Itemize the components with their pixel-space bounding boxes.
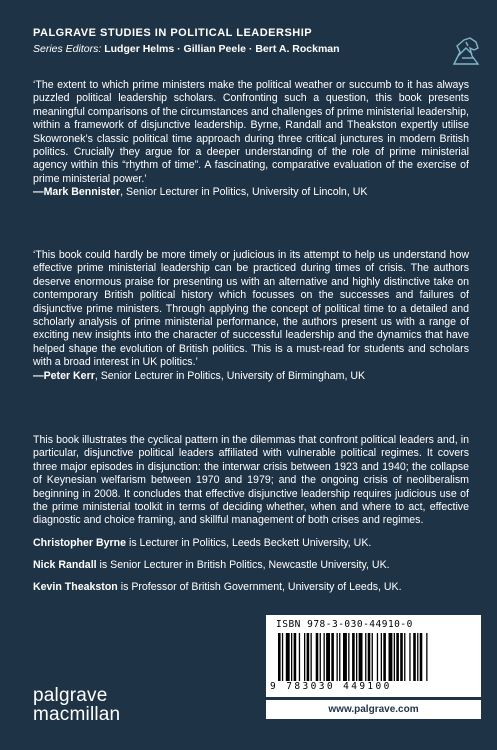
- barcode-bar: [417, 633, 418, 681]
- quote-text: ‘This book could hardly be more timely or judicious in its attempt to help us understand how effective prime ministerial leadership can be practiced during times of crisis. The authors deserve enormous praise for presenting us with an alternative and highly distinctive take on contemporary British political history which focusses on the successes and failures of disjunctive prime ministers. Through applying the concept of political time to a detailed and scholarly analysis of prime ministerial performance, the authors present us with a range of exciting new insights into the character of successful leadership and the dynamics that have helped shape the evolution of British politics. This is a must-read for students and scholars with a broad interest in UK politics.’: [33, 249, 469, 369]
- barcode-icon: [274, 633, 473, 681]
- quote-author: —Peter Kerr: [33, 369, 95, 382]
- barcode-bar: [320, 633, 321, 681]
- barcode-bar: [420, 633, 423, 681]
- barcode-bar: [278, 633, 281, 681]
- barcode-bar: [383, 633, 386, 681]
- series-editors-names: Ludger Helms · Gillian Peele · Bert A. Rockman: [104, 43, 340, 55]
- barcode-bar: [400, 633, 403, 681]
- series-editors-label: Series Editors:: [33, 43, 102, 55]
- barcode-bar: [381, 633, 382, 681]
- barcode-bar: [286, 633, 290, 681]
- author-bio: [33, 581, 469, 594]
- series-title: PALGRAVE STUDIES IN POLITICAL LEADERSHIP: [33, 27, 313, 39]
- barcode-bar: [394, 633, 395, 681]
- endorsement-quote: [33, 79, 469, 200]
- barcode-bar: [404, 633, 405, 681]
- barcode-bar: [299, 633, 300, 681]
- barcode-bar: [324, 633, 325, 681]
- barcode-bar: [331, 633, 334, 681]
- publisher-logo: [33, 686, 120, 724]
- author-name: Kevin Theakston: [33, 581, 118, 593]
- quote-affiliation: , Senior Lecturer in Politics, University of Lincoln, UK: [120, 186, 368, 199]
- publisher-url[interactable]: www.palgrave.com: [266, 700, 481, 719]
- barcode-bar: [426, 633, 427, 681]
- barcode-bar: [307, 633, 310, 681]
- barcode-bar: [291, 633, 292, 681]
- author-name: Christopher Byrne: [33, 537, 127, 549]
- quote-affiliation: , Senior Lecturer in Politics, University of Birmingham, UK: [94, 369, 366, 382]
- author-bio: [33, 537, 469, 550]
- barcode-bar: [343, 633, 347, 681]
- springer-chess-knight-icon: [448, 34, 488, 68]
- barcode-bar: [409, 633, 410, 681]
- barcode-bar: [311, 633, 312, 681]
- barcode-bar: [368, 633, 371, 681]
- ean-number: 9 783030 449100: [270, 681, 392, 692]
- quote-author: —Mark Bennister: [33, 186, 121, 199]
- barcode-bar: [372, 633, 373, 681]
- publisher-name-line1: palgrave: [33, 685, 108, 706]
- author-bio: [33, 559, 469, 572]
- barcode-bar: [359, 633, 363, 681]
- barcode-bar: [316, 633, 319, 681]
- barcode-bar: [339, 633, 340, 681]
- barcode-bar: [348, 633, 349, 681]
- author-description: is Professor of British Government, University of Leeds, UK.: [117, 581, 402, 593]
- barcode-bar: [326, 633, 330, 681]
- barcode-bar: [304, 633, 305, 681]
- barcode-bar: [389, 633, 393, 681]
- barcode-panel: [266, 615, 481, 697]
- barcode-bar: [396, 633, 399, 681]
- publisher-name-line2: macmillan: [33, 704, 121, 725]
- endorsement-quote: [33, 249, 469, 383]
- barcode-bar: [352, 633, 355, 681]
- quote-attribution: [33, 370, 469, 383]
- barcode-bar: [294, 633, 297, 681]
- barcode-bar: [365, 633, 366, 681]
- isbn-text: ISBN 978-3-030-44910-0: [276, 619, 413, 630]
- barcode-bar: [337, 633, 338, 681]
- author-description: is Senior Lecturer in British Politics, Newcastle University, UK.: [96, 559, 390, 571]
- barcode-bar: [356, 633, 357, 681]
- barcode-bar: [377, 633, 378, 681]
- barcode-bar: [282, 633, 283, 681]
- barcode-bar: [413, 633, 416, 681]
- quote-attribution: [33, 186, 469, 199]
- author-description: is Lecturer in Politics, Leeds Beckett University, UK.: [126, 537, 372, 549]
- quote-text: ‘The extent to which prime ministers make the political weather or succumb to it has always puzzled political leadership scholars. Confronting such a question, this book presents meaningful comparisons of the circumstances and challenges of prime ministerial leadership, within a framework of disjunctive leadership. Byrne, Randall and Theakston expertly utilise Skowronek’s classic political time approach during three critical junctures in modern British politics. Crucially they argue for a deeper understanding of the role of prime ministerial agency within this “rhythm of time”. A fascinating, comparative evaluation of the exercise of prime ministerial power.’: [33, 79, 469, 185]
- book-description: This book illustrates the cyclical pattern in the dilemmas that confront political leaders and, in particular, disjunctive political leaders affiliated with vulnerable political regimes. It covers three major episodes in disjunction: the interwar crisis between 1923 and 1940; the collapse of Keynesian welfarism between 1970 and 1979; and the ongoing crisis of neoliberalism beginning in 2008. It concludes that effective disjunctive leadership requires judicious use of the prime ministerial toolkit in terms of deciding whether, when and where to act, effective diagnostic and choice framing, and skillful management of both crises and regimes.: [33, 434, 469, 527]
- series-editors: [33, 43, 340, 55]
- author-name: Nick Randall: [33, 559, 97, 571]
